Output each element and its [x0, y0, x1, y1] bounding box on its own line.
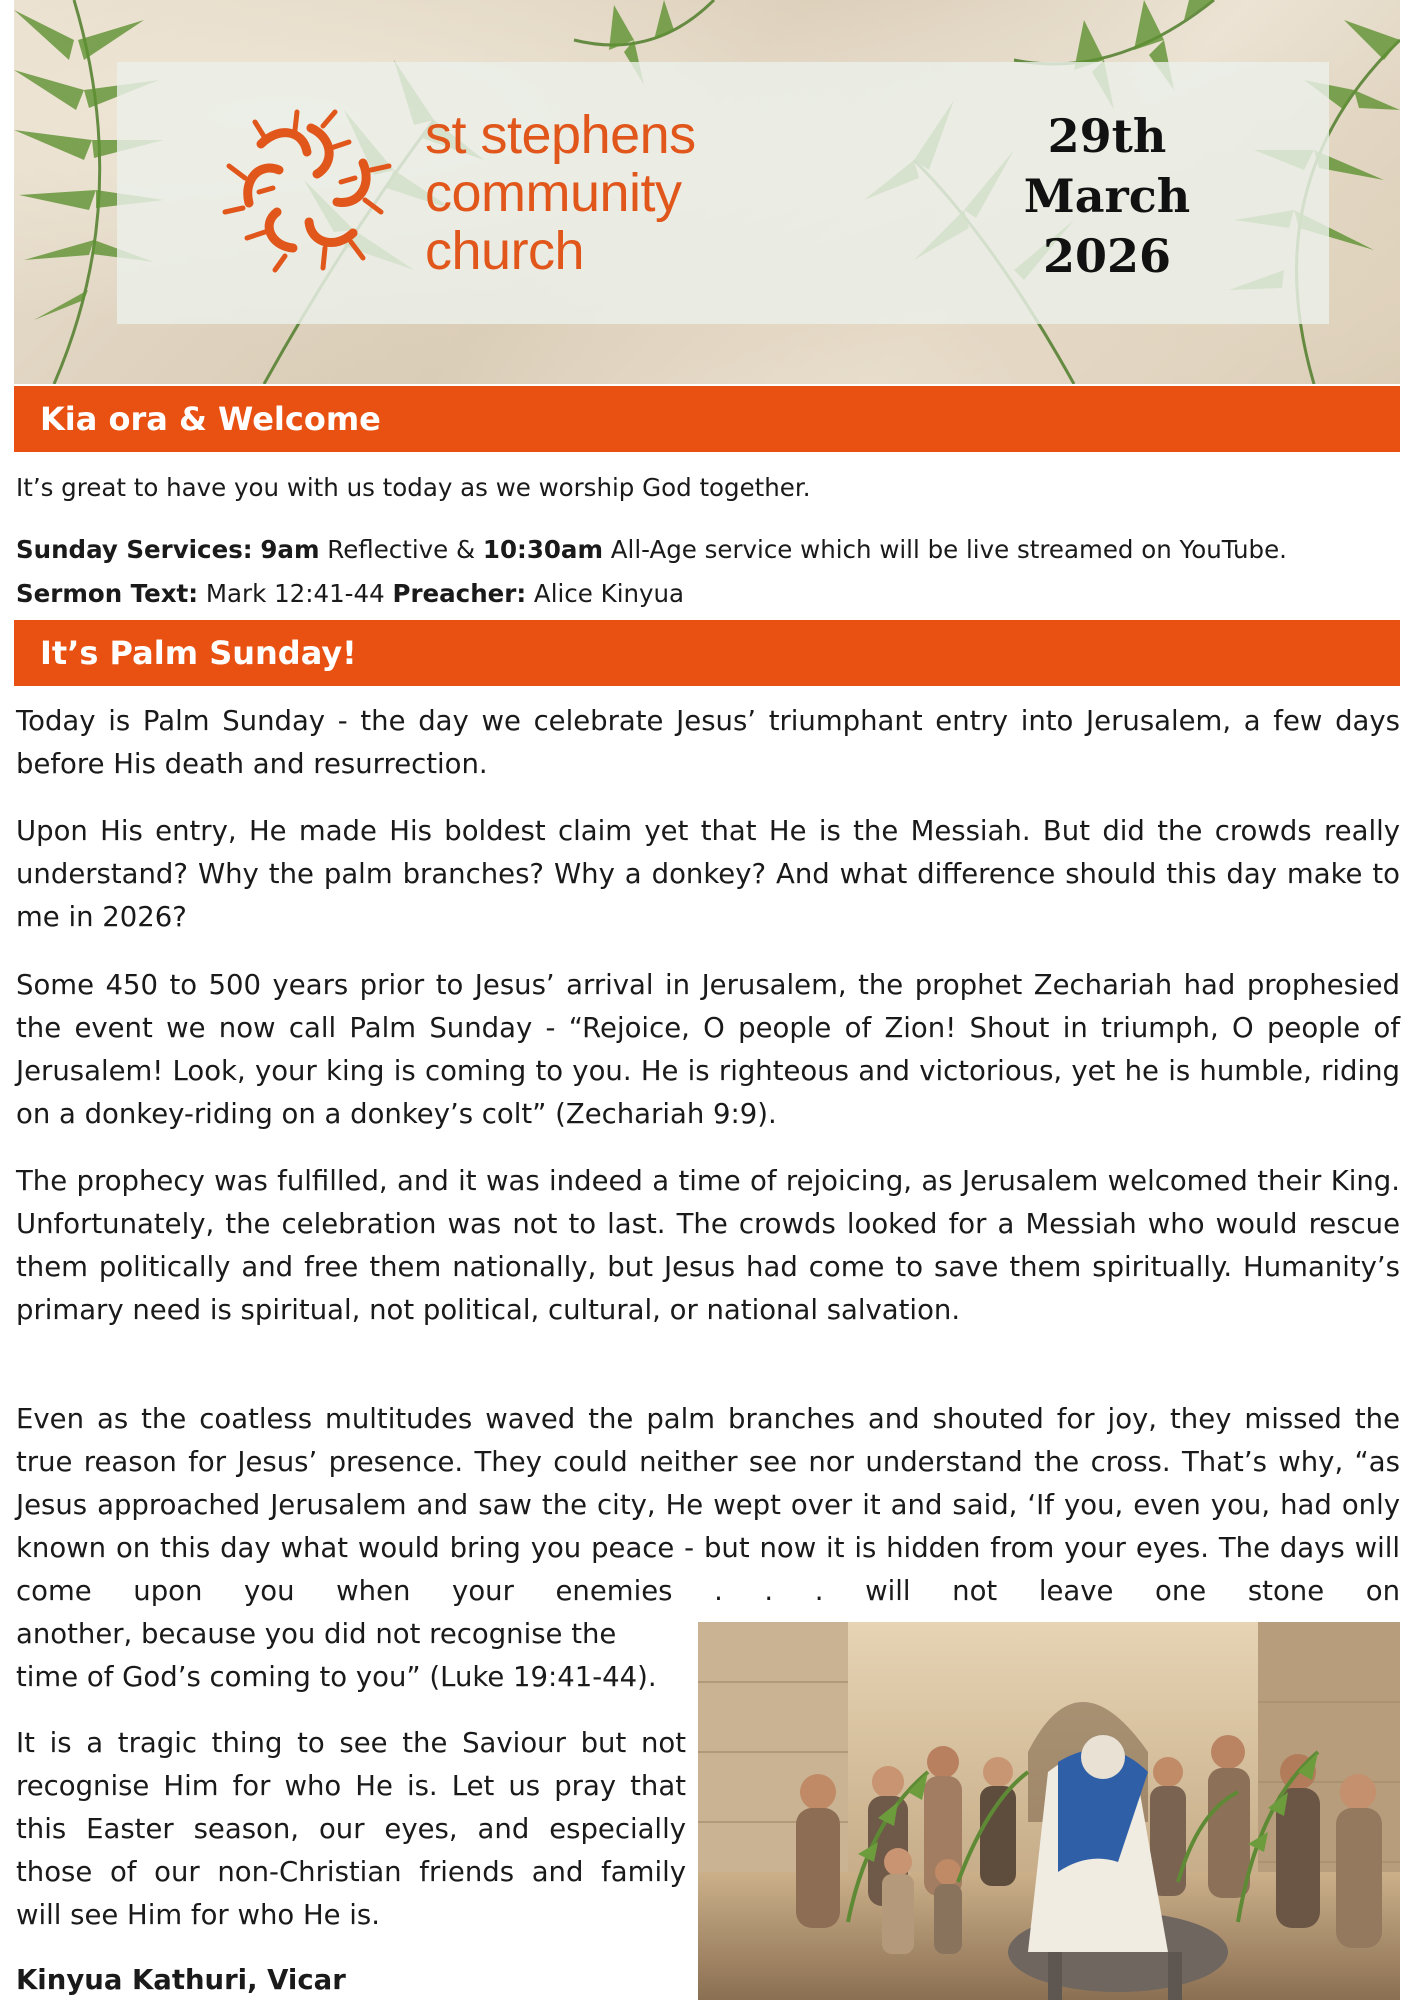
sermon-info [16, 572, 1400, 616]
header-banner [14, 0, 1400, 384]
service-time-2: 10:30am [482, 535, 603, 564]
service-time-1: 9am [260, 535, 320, 564]
crown-of-thorns-logo-icon [213, 108, 409, 274]
paragraph-4: The prophecy was fulfilled, and it was indeed a time of rejoicing, as Jerusalem welcomed their King. Unfortunately, the celebration was not to last. The crowds looked for a Messiah who would rescue them politically and free them nationally, but Jesus had come to save them spiritually. Humanity’s primary need is spiritual, not political, cultural, or national salvation. [16, 1165, 1400, 1326]
paragraph-1: Today is Palm Sunday - the day we celebrate Jesus’ triumphant entry into Jerusalem, a few days before His death and resurrection. [16, 705, 1400, 780]
date-day: 29th [1047, 109, 1167, 163]
date-month: March [1023, 169, 1191, 223]
paragraph-3: Some 450 to 500 years prior to Jesus’ arrival in Jerusalem, the prophet Zechariah had prophesied the event we now call Palm Sunday - “Rejoice, O people of Zion! Shout in triumph, O people of Jerusalem! Look, your king is coming to you. He is righteous and victorious, yet he is humble, riding on a donkey-riding on a donkey’s colt” (Zechariah 9:9). [16, 969, 1400, 1130]
paragraph-6: It is a tragic thing to see the Saviour but not recognise Him for who He is. Let us pray that this Easter season, our eyes, and especially those of our non-Christian friends and family will see Him for who He is. [16, 1727, 686, 1931]
preacher-name: Alice Kinyua [526, 579, 685, 608]
palm-sunday-heading: It’s Palm Sunday! [14, 620, 1400, 686]
services-label: Sunday Services: [16, 535, 253, 564]
services-info [16, 528, 1400, 572]
sermon-text: Mark 12:41-44 [198, 579, 393, 608]
church-name-line-2: community [425, 163, 682, 223]
paragraph-5: Even as the coatless multitudes waved the palm branches and shouted for joy, they missed the true reason for Jesus’ presence. They could neither see nor understand the cross. That’s why, “as Jesus approached Jerusalem and saw the city, He wept over it and said, ‘If you, even you, had only known on this day what would bring you peace - but now it is hidden from your eyes. The days will come upon you when your enemies . . . will not leave one stone on [16, 1403, 1400, 1607]
welcome-intro: It’s great to have you with us today as we worship God together. [16, 473, 811, 502]
paragraph-5-continued: another, because you did not recognise the time of God’s coming to you” (Luke 19:41-44). [16, 1618, 657, 1693]
service-1-desc: Reflective & [319, 535, 483, 564]
illustration-scene [698, 1622, 1400, 2000]
bulletin-date [1007, 106, 1207, 286]
church-name [425, 106, 696, 280]
church-name-line-1: st stephens [425, 105, 696, 165]
service-2-desc: All-Age service which will be live streamed on YouTube. [602, 535, 1287, 564]
sermon-label: Sermon Text: [16, 579, 199, 608]
church-name-line-3: church [425, 221, 585, 281]
paragraph-2: Upon His entry, He made His boldest claim yet that He is the Messiah. But did the crowds really understand? Why the palm branches? Why a donkey? And what difference should this day make to me in 2026? [16, 815, 1400, 933]
preacher-label: Preacher: [392, 579, 527, 608]
header-panel [117, 62, 1329, 324]
welcome-heading: Kia ora & Welcome [14, 386, 1400, 452]
jesus-entry-jerusalem-illustration [698, 1622, 1400, 2000]
date-year: 2026 [1042, 229, 1172, 283]
signature: Kinyua Kathuri, Vicar [16, 1964, 346, 1996]
